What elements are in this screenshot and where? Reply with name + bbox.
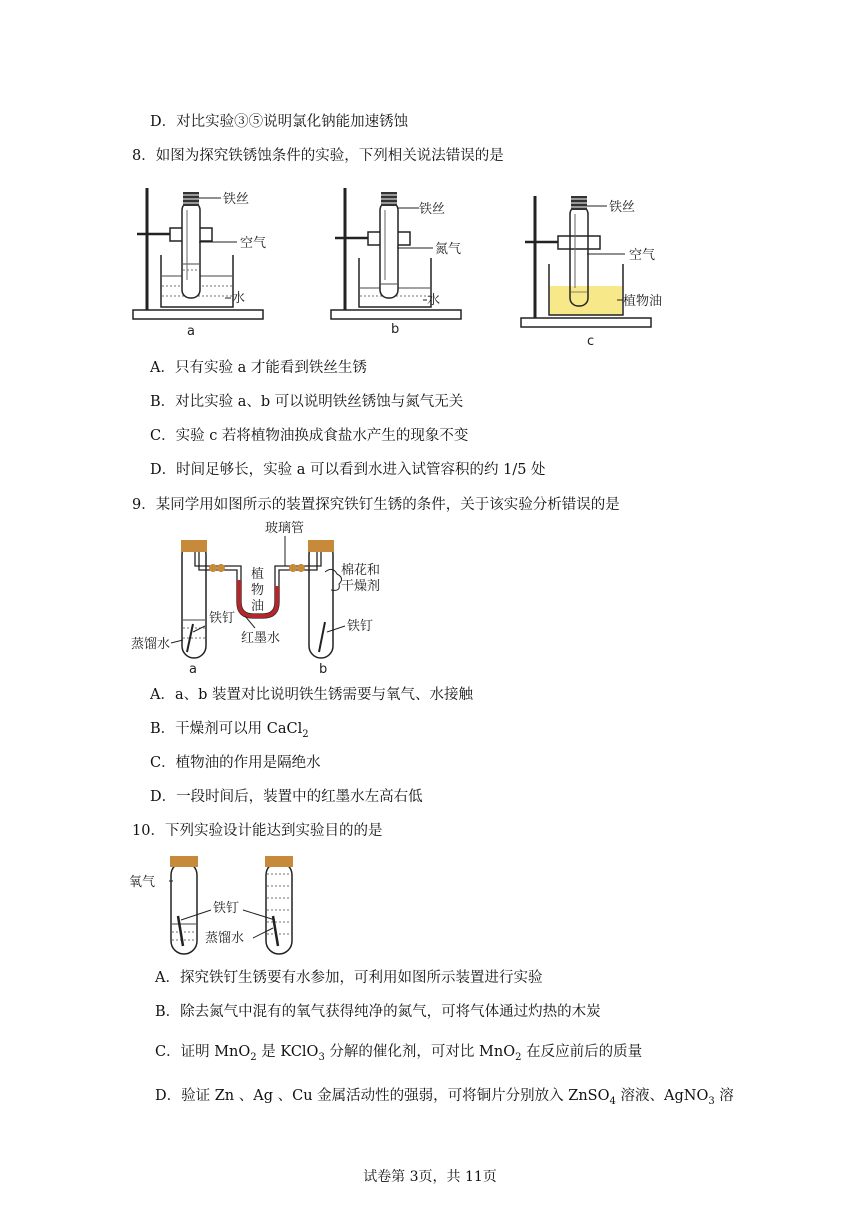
- q10-option-b: B．除去氮气中混有的氧气获得纯净的氮气，可将气体通过灼热的木炭: [155, 1004, 601, 1020]
- q8-option-b: B．对比实验 a、b 可以说明铁丝锈蚀与氮气无关: [150, 394, 464, 410]
- subscript: 2: [302, 728, 309, 740]
- subscript: 3: [318, 1051, 325, 1063]
- subscript: 2: [250, 1051, 257, 1063]
- q8-b-gas-label: 氮气: [435, 242, 462, 257]
- q9-tag-a: a: [189, 662, 197, 677]
- q9-oil-label-1: 植: [251, 567, 265, 582]
- q8-figure: [125, 180, 685, 350]
- q8-a-wire-label: 铁丝: [223, 192, 250, 207]
- subscript: 3: [708, 1095, 715, 1107]
- q8-option-a: A．只有实验 a 才能看到铁丝生锈: [150, 360, 367, 376]
- q9-tag-b: b: [319, 662, 328, 677]
- q9-nail-b-label: 铁钉: [347, 619, 374, 634]
- q8-apparatus-c: [521, 196, 662, 349]
- subscript: 4: [609, 1095, 616, 1107]
- q9-figure: [125, 520, 405, 680]
- q8-apparatus-b: [331, 188, 461, 337]
- q10-option-a: A．探究铁钉生锈要有水参加，可利用如图所示装置进行实验: [155, 970, 543, 986]
- q9-option-d: D．一段时间后，装置中的红墨水左高右低: [150, 789, 423, 805]
- q10-option-c: C．证明 MnO$_2$ 是 KClO$_3$ 分解的催化剂，可对比 MnO$_2$ 在反应前后的质量: [155, 1044, 643, 1063]
- q8-c-wire-label: 铁丝: [609, 200, 636, 215]
- q9-option-b: B．干燥剂可以用 CaCl$_2$: [150, 721, 309, 740]
- q8-a-liquid-label: 水: [232, 291, 246, 306]
- q10-oxygen-label: 氧气: [129, 875, 156, 890]
- q8-a-gas-label: 空气: [240, 236, 267, 251]
- q8-b-liquid-label: 水: [427, 293, 441, 308]
- q9-stem: 9．某同学用如图所示的装置探究铁钉生锈的条件，关于该实验分析错误的是: [132, 497, 620, 513]
- q9-oil-label-3: 油: [251, 599, 265, 614]
- q9-cotton-label-1: 棉花和: [341, 563, 381, 578]
- q9-glass-tube-label: 玻璃管: [265, 521, 305, 536]
- q10-water-label: 蒸馏水: [205, 931, 245, 946]
- q10-nail-label: 铁钉: [213, 901, 240, 916]
- q8-b-wire-label: 铁丝: [419, 202, 446, 217]
- q8-b-tag: b: [391, 322, 400, 337]
- q10-option-d: D．验证 Zn 、Ag 、Cu 金属活动性的强弱，可将铜片分别放入 ZnSO$_4$ 溶液、AgNO$_3$ 溶: [155, 1088, 734, 1107]
- q8-c-liquid-label: 植物油: [623, 294, 663, 309]
- q10-figure: [125, 850, 325, 960]
- q8-c-tag: c: [587, 334, 595, 349]
- q8-apparatus-a: [133, 188, 266, 339]
- q10-stem: 10．下列实验设计能达到实验目的的是: [132, 823, 383, 839]
- q8-option-d: D．时间足够长，实验 a 可以看到水进入试管容积的约 1/5 处: [150, 462, 546, 478]
- q8-stem: 8．如图为探究铁锈蚀条件的实验，下列相关说法错误的是: [132, 148, 504, 164]
- q9-oil-label-2: 物: [251, 583, 265, 598]
- subscript: 2: [515, 1051, 522, 1063]
- q9-water-label: 蒸馏水: [131, 637, 171, 652]
- q9-nail-a-label: 铁钉: [209, 611, 236, 626]
- q7-option-d: D．对比实验③⑤说明氯化钠能加速锈蚀: [150, 114, 409, 130]
- q8-c-gas-label: 空气: [629, 248, 656, 263]
- q9-option-c: C．植物油的作用是隔绝水: [150, 755, 321, 771]
- q9-option-a: A．a、b 装置对比说明铁生锈需要与氧气、水接触: [150, 687, 474, 703]
- page-footer: 试卷第 3页，共 11页: [363, 1169, 497, 1185]
- q8-option-c: C．实验 c 若将植物油换成食盐水产生的现象不变: [150, 428, 469, 444]
- q9-ink-label: 红墨水: [241, 631, 281, 646]
- q9-cotton-label-2: 干燥剂: [341, 579, 381, 594]
- q8-a-tag: a: [187, 324, 195, 339]
